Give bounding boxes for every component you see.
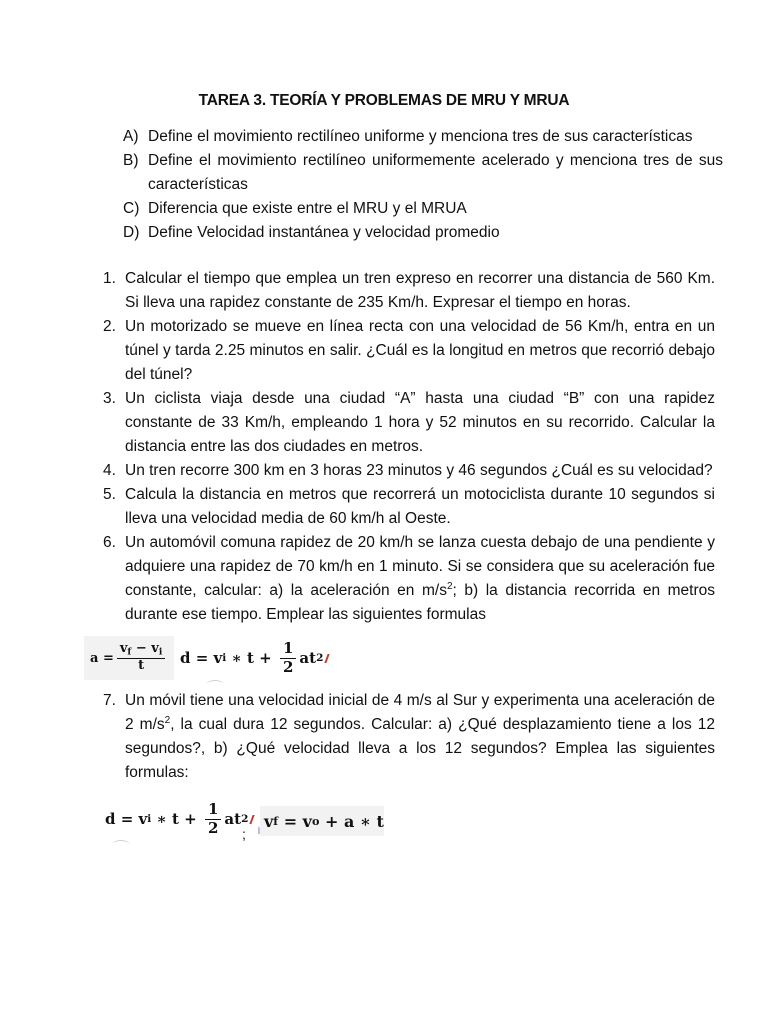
question-a	[123, 125, 723, 149]
problem-text-cont: ; b) la distancia recorrida en metros durante ese tiempo. Emplear las siguientes formulas	[125, 582, 715, 623]
problem-label: 1.	[103, 270, 116, 287]
problem-label: 2.	[103, 318, 116, 335]
formula-fraction	[280, 640, 296, 676]
formula-den: 2	[282, 657, 294, 676]
formula-num: 1	[280, 640, 296, 658]
formula-sub: i	[158, 646, 163, 658]
problem-5	[103, 483, 715, 531]
formula-mid: ∗ t +	[151, 810, 202, 828]
formula-term: at	[224, 810, 242, 828]
formula-lhs: a =	[90, 650, 114, 666]
problem-6	[103, 531, 715, 627]
problem-2	[103, 315, 715, 387]
problem-3	[103, 387, 715, 459]
formula-rest: + a ∗ t	[319, 811, 384, 831]
formula-sub: o	[311, 814, 320, 828]
formula-var: − v	[131, 641, 159, 657]
question-text: Define Velocidad instantánea y velocidad promedio	[148, 224, 500, 241]
problem-list	[103, 267, 715, 627]
theory-questions	[123, 125, 723, 245]
question-c	[123, 197, 723, 221]
formula-sup: 2	[316, 652, 324, 664]
formula-var: v	[119, 641, 128, 657]
formula-num: 1	[205, 801, 221, 819]
problem-text: Un motorizado se mueve en línea recta con una velocidad de 56 Km/h, entra en un túnel y tarda 2.25 minutos en salir. ¿Cuál es la longitud en metros que recorrió debajo del túnel?	[125, 318, 715, 383]
velocity-formula	[260, 806, 384, 836]
problem-7	[103, 689, 715, 785]
formula-sub: f	[273, 814, 279, 828]
question-label: B)	[123, 152, 139, 169]
acceleration-formula	[84, 636, 174, 680]
formula-lhs: d = v	[180, 649, 223, 667]
question-text: Define el movimiento rectilíneo uniformemente acelerado y menciona tres de sus características	[148, 152, 723, 193]
formula-fraction	[205, 801, 221, 837]
problem-4	[103, 459, 715, 483]
problem-text: Un ciclista viaja desde una ciudad “A” hasta una ciudad “B” con una rapidez constante de 33 Km/h, empleando 1 hora y 52 minutos en su recorrido. Calcular la distancia entre las dos ciudades en metros.	[125, 390, 715, 455]
exponent: 2	[164, 715, 171, 726]
question-text: Define el movimiento rectilíneo uniforme y menciona tres de sus características	[148, 128, 693, 145]
cursor-mark-icon	[250, 815, 255, 824]
formula-eq: = v	[278, 811, 312, 831]
question-b	[123, 149, 723, 197]
displacement-formula-7	[105, 796, 253, 842]
problem-1	[103, 267, 715, 315]
formula-sup: 2	[241, 813, 249, 825]
formula-mid: ∗ t +	[226, 649, 277, 667]
formula-lhs: d = v	[105, 810, 148, 828]
problem-label: 6.	[103, 534, 116, 551]
exponent: 2	[446, 581, 453, 592]
formula-lhs: v	[264, 811, 274, 831]
formula-sub: f	[127, 646, 132, 658]
formula-fraction	[117, 642, 165, 674]
handle-mark-icon	[206, 680, 224, 689]
problem-text: Calcula la distancia en metros que recorrerá un motociclista durante 10 segundos si lleva una velocidad media de 60 km/h al Oeste.	[125, 486, 715, 527]
problem-list-continued	[103, 689, 715, 785]
problem-label: 4.	[103, 462, 116, 479]
question-label: C)	[123, 200, 140, 217]
problem-label: 5.	[103, 486, 116, 503]
question-d	[123, 221, 723, 245]
question-label: D)	[123, 224, 140, 241]
problem-label: 3.	[103, 390, 116, 407]
cursor-mark-icon	[325, 654, 330, 663]
question-label: A)	[123, 128, 139, 145]
displacement-formula-6	[180, 636, 328, 680]
problem-text: Un automóvil comuna rapidez de 20 km/h se lanza cuesta debajo de una pendiente y adquiere una rapidez de 70 km/h en 1 minuto. Si se considera que su aceleración fue constante, calcular: a) la aceleración en m/s	[125, 534, 715, 599]
handle-mark-icon	[112, 840, 130, 849]
problem-text-cont: , la cual dura 12 segundos. Calcular: a) ¿Qué desplazamiento tiene a los 12 segundos?, b) ¿Qué velocidad lleva a los 12 segundos? Emplea las siguientes formulas:	[125, 716, 715, 781]
problem-label: 7.	[103, 692, 116, 709]
problem-text: Un tren recorre 300 km en 3 horas 23 minutos y 46 segundos ¿Cuál es su velocidad?	[125, 462, 713, 479]
document-title: TAREA 3. TEORÍA Y PROBLEMAS DE MRU Y MRUA	[198, 92, 570, 109]
formula-separator: ;	[242, 826, 246, 842]
formula-sub: i	[147, 813, 152, 825]
problem-text: Calcular el tiempo que emplea un tren expreso en recorrer una distancia de 560 Km. Si lleva una rapidez constante de 235 Km/h. Expresar el tiempo en horas.	[125, 270, 715, 311]
problem-text: Un móvil tiene una velocidad inicial de 4 m/s al Sur y experimenta una aceleración de 2 m/s	[125, 692, 715, 733]
formula-term: at	[299, 649, 317, 667]
formula-den: t	[138, 657, 145, 673]
formula-den: 2	[207, 818, 219, 837]
formula-sub: i	[222, 652, 227, 664]
question-text: Diferencia que existe entre el MRU y el MRUA	[148, 200, 467, 217]
